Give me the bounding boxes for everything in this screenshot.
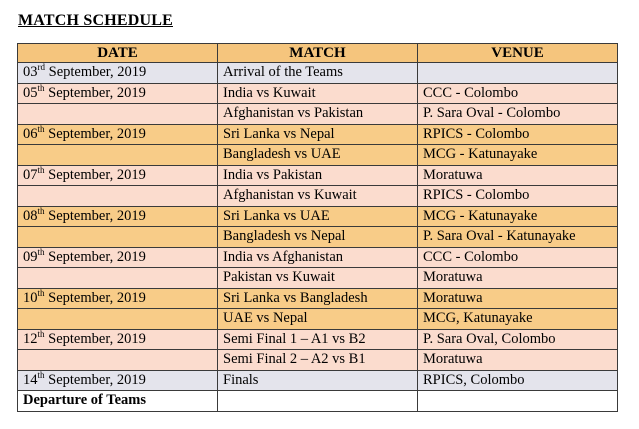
venue-cell: RPICS - Colombo: [418, 124, 618, 145]
table-row: [18, 206, 618, 227]
date-cell: [18, 309, 218, 330]
venue-cell: [418, 63, 618, 84]
date-cell: [18, 268, 218, 289]
date-suffix: th: [37, 329, 45, 339]
match-cell: Pakistan vs Kuwait: [218, 268, 418, 289]
date-day: 10: [23, 289, 38, 306]
table-row: [18, 370, 618, 391]
date-cell: [18, 145, 218, 166]
date-day: 06: [23, 125, 38, 142]
date-rest: September, 2019: [44, 207, 146, 224]
table-row: [18, 83, 618, 104]
venue-cell: RPICS, Colombo: [418, 370, 618, 391]
match-cell: Semi Final 2 – A2 vs B1: [218, 350, 418, 371]
table-row: [18, 329, 618, 350]
page-title: MATCH SCHEDULE: [18, 12, 173, 29]
departure-row: [18, 391, 618, 412]
venue-cell: MCG - Katunayake: [418, 206, 618, 227]
match-cell: India vs Kuwait: [218, 83, 418, 104]
match-schedule-table: [17, 43, 618, 412]
date-cell: [18, 83, 218, 104]
column-header-venue: VENUE: [418, 44, 618, 63]
date-cell: [18, 288, 218, 309]
venue-cell: P. Sara Oval - Colombo: [418, 104, 618, 125]
date-cell: [18, 227, 218, 248]
table-row: [18, 104, 618, 125]
table-row: [18, 247, 618, 268]
date-day: 05: [23, 84, 38, 101]
date-cell: [18, 63, 218, 84]
venue-cell: Moratuwa: [418, 165, 618, 186]
column-header-date: DATE: [18, 44, 218, 63]
date-cell: [18, 165, 218, 186]
venue-cell: CCC - Colombo: [418, 83, 618, 104]
date-day: 07: [23, 166, 38, 183]
date-cell: [18, 104, 218, 125]
venue-cell: MCG, Katunayake: [418, 309, 618, 330]
date-day: 09: [23, 248, 38, 265]
date-rest: September, 2019: [45, 64, 147, 80]
date-cell: [18, 370, 218, 391]
venue-cell: CCC - Colombo: [418, 247, 618, 268]
venue-cell: Moratuwa: [418, 268, 618, 289]
table-row: [18, 63, 618, 84]
date-suffix: th: [37, 83, 45, 93]
match-cell: Sri Lanka vs Bangladesh: [218, 288, 418, 309]
table-row: [18, 350, 618, 371]
match-cell: India vs Pakistan: [218, 165, 418, 186]
date-suffix: th: [37, 247, 45, 257]
venue-cell: P. Sara Oval, Colombo: [418, 329, 618, 350]
date-rest: September, 2019: [44, 289, 146, 306]
date-day: 14: [23, 371, 38, 388]
date-rest: September, 2019: [44, 371, 146, 388]
date-suffix: th: [37, 370, 45, 380]
date-suffix: th: [37, 206, 45, 216]
match-cell: [218, 391, 418, 412]
venue-cell: Moratuwa: [418, 350, 618, 371]
date-rest: September, 2019: [44, 248, 146, 265]
table-row: [18, 186, 618, 207]
date-suffix: th: [37, 124, 45, 134]
venue-cell: RPICS - Colombo: [418, 186, 618, 207]
table-row: [18, 268, 618, 289]
match-cell: Afghanistan vs Kuwait: [218, 186, 418, 207]
match-cell: Sri Lanka vs Nepal: [218, 124, 418, 145]
date-day: 12: [23, 330, 38, 347]
venue-cell: Moratuwa: [418, 288, 618, 309]
date-day: 08: [23, 207, 38, 224]
venue-cell: P. Sara Oval - Katunayake: [418, 227, 618, 248]
match-cell: Bangladesh vs Nepal: [218, 227, 418, 248]
match-cell: India vs Afghanistan: [218, 247, 418, 268]
date-suffix: th: [37, 165, 45, 175]
date-cell: [18, 124, 218, 145]
match-cell: Semi Final 1 – A1 vs B2: [218, 329, 418, 350]
table-row: [18, 124, 618, 145]
column-header-match: MATCH: [218, 44, 418, 63]
date-rest: September, 2019: [44, 330, 146, 347]
match-cell: Sri Lanka vs UAE: [218, 206, 418, 227]
departure-label: Departure of Teams: [18, 391, 218, 412]
match-cell: Arrival of the Teams: [218, 63, 418, 84]
date-cell: [18, 329, 218, 350]
match-cell: Finals: [218, 370, 418, 391]
table-row: [18, 165, 618, 186]
table-header-row: [18, 44, 618, 63]
date-rest: September, 2019: [44, 125, 146, 142]
date-cell: [18, 186, 218, 207]
date-rest: September, 2019: [44, 84, 146, 101]
match-cell: Bangladesh vs UAE: [218, 145, 418, 166]
match-cell: UAE vs Nepal: [218, 309, 418, 330]
date-suffix: rd: [37, 62, 45, 73]
date-cell: [18, 206, 218, 227]
table-row: [18, 145, 618, 166]
venue-cell: [418, 391, 618, 412]
date-day: 03: [23, 64, 38, 80]
date-rest: September, 2019: [44, 166, 146, 183]
date-cell: [18, 350, 218, 371]
venue-cell: MCG - Katunayake: [418, 145, 618, 166]
table-row: [18, 227, 618, 248]
date-suffix: th: [37, 288, 45, 298]
match-cell: Afghanistan vs Pakistan: [218, 104, 418, 125]
table-row: [18, 309, 618, 330]
table-row: [18, 288, 618, 309]
date-cell: [18, 247, 218, 268]
